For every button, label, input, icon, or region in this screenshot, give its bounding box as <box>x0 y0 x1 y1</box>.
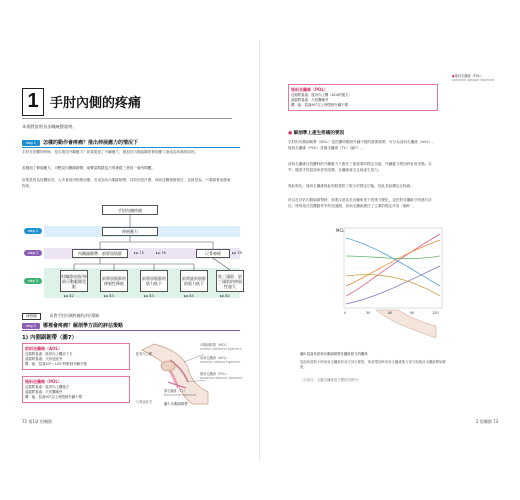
pol-origin-left: 近端附著處：肱骨內上髁後方 <box>25 385 70 389</box>
right-paragraph-2: 前斜走纖維在投擲時的外翻應力下擔任了最重要的穩定功能，外翻應力增加時容易受傷。另外，隨著手肘屈曲角度的改變，各纖維會交互地產生張力。 <box>288 162 432 172</box>
flow-step3-ref-3: ▸p.83 <box>144 294 154 298</box>
step1-title: 怎樣的動作會疼痛？推出伸展應力的情況下 <box>43 140 139 146</box>
pol-insertion-right: 遠端附著處：尺骨鷹嘴突 <box>291 98 329 102</box>
aol-function: 機 能：屈曲20°～120°時限制外翻不穩 <box>25 362 87 366</box>
step1-badge: step 1 <box>22 140 40 146</box>
step1-paragraph-2: 若施加了伸展應力，可想見內側副韌帶、前臂屈肌群及尺骨神經三者其一會有問題。 <box>22 166 155 170</box>
flowchart-caption: 針對手肘內側疼痛的評估策略 <box>50 313 100 318</box>
pol-heading-left: 後斜走纖維（POL） <box>25 379 62 384</box>
flow-step2-ref-1: ▸p.73 <box>134 251 144 255</box>
flow-step3-label: step 3 <box>24 278 42 284</box>
chapter-title: 手肘內側的疼痛 <box>50 96 142 111</box>
graph-y-label: MCL <box>336 228 345 233</box>
step2-header <box>22 321 240 330</box>
aol-origin: 近端附著處：肱骨內上髁前下方 <box>25 352 73 356</box>
graph-elbow-sketch <box>376 310 439 338</box>
fig8-note: 屈曲角度較小時前斜走纖維的前方部分緊張，角度增加時前斜走纖維後方部分與後斜走纖維開始緊張。 <box>300 360 446 369</box>
fig7-label-aol: 前斜走纖維（AOL） anterior oblique ligament <box>200 356 241 365</box>
flow-step3-box-5: 肌二頭肌．肌三頭肌的伸展性過大 <box>216 270 244 292</box>
left-folio: 72 第1章 肘關節 <box>22 419 53 424</box>
flow-step2-ref-2: ▸p.76 <box>156 251 166 255</box>
heading-bullet: ● <box>288 131 294 136</box>
flow-connectors <box>0 0 260 320</box>
right-folio: 2 肘關節 73 <box>476 419 499 424</box>
pol-heading-right: 後斜走纖維（POL） <box>291 87 328 92</box>
flow-step3-ref-4: ▸p.84 <box>184 294 194 298</box>
step2-badge: step 2 <box>22 323 40 329</box>
fig8-source: （引用自：文獻各纖維張力變化的研究） <box>300 378 362 382</box>
fig7-label-epicondyle: 肱骨內上髁 <box>136 352 152 356</box>
flow-step3-ref-2: ▸p.83 <box>104 294 114 298</box>
flow-step3-box-1: 肘關節屈曲/伸展可動範圍受限 <box>60 270 88 292</box>
aol-heading: 前斜走纖維（AOL） <box>25 346 63 351</box>
flow-step2-box-2: 尺骨神經 <box>196 249 230 258</box>
fig8-caption: 圖8 屈曲角度與內側副韌帶各纖維張力的關係 <box>300 352 368 356</box>
pol-function-right: 機 能：屈曲90°以上時限制外翻不穩 <box>291 103 348 107</box>
aol-info-box <box>22 343 130 370</box>
graph-x-tick-2: 60 <box>388 311 393 315</box>
fig7-label-coronoid: 尺骨冠狀突 <box>136 400 152 404</box>
graph-x-tick-1: 30 <box>366 311 371 315</box>
mcl-subheading: 1) 內側副韌帶（圖7） <box>22 335 77 341</box>
flow-step2-ref-3: ▸p.78 <box>232 251 242 255</box>
side-note-subtitle: posterior oblique ligament <box>452 78 495 83</box>
graph-x-tick-0: 0 <box>344 311 347 315</box>
flow-step3-box-3: 前臂屈肌群的肌力低下 <box>140 270 168 292</box>
side-note <box>452 74 508 83</box>
flow-step1-label: step 1 <box>24 228 42 234</box>
step2-title: 哪裡會疼痛？解剖學方面的評估策略 <box>43 323 124 329</box>
fig7-label-mcl: 內側副韌帶（MCL） medial collateral ligament <box>200 343 242 352</box>
side-note-marker: ● <box>452 74 455 78</box>
right-paragraph-1: 手肘的內側副韌帶（MCL）是投擲時限制外翻不穩的重要韌帶，可分為前斜走纖維（AOL）、後斜走纖維（POL）及橫走纖維（TL）（圖7）。 <box>288 140 436 150</box>
flow-step3-ref-5: ▸p.84 <box>220 294 230 298</box>
pol-info-box-right <box>288 84 438 111</box>
right-paragraph-4: 所以在評估內側副韌帶時，需要注意其在各種角度下的張力變化，並針對各纖維分別進行評估。特別是在投擲動作中的加速期，前斜走纖維擔任了主要的穩定作用（圖8）。 <box>288 198 432 208</box>
aol-insertion: 遠端附著處：尺骨冠狀突 <box>25 357 63 361</box>
chapter-number: 1 <box>22 88 44 116</box>
fig7-label-pol: 後斜走纖維（POL） posterior oblique ligament <box>200 372 243 381</box>
flow-step3-ref-1: ▸p.82 <box>64 294 74 298</box>
right-section-heading: ● 解剖學上產生疼痛的要因 <box>288 131 345 136</box>
flow-step1-box: 伸展應力 <box>102 227 158 236</box>
pol-info-box-left <box>22 376 130 403</box>
fiber-tension-graph <box>336 226 446 344</box>
pol-function-left: 機 能：屈曲90°以上時限制外翻不穩 <box>25 395 82 399</box>
flowchart-tag: 流程圖 <box>22 313 41 320</box>
pol-origin-right: 近端附著處：肱骨內上髁（AOL的後方） <box>291 93 353 97</box>
flow-step2-box-1: 內側副韌帶．前臂屈肌群 <box>72 249 128 258</box>
right-paragraph-3: 與此相比，後斜走纖維與此相較提供了較少的穩定功能，因此其結構也比較細。 <box>288 184 414 188</box>
graph-x-tick-3: 90 <box>410 311 415 315</box>
intro-text: 本項將說明各步驟統整說明。 <box>22 124 77 129</box>
flow-top-box: 手肘內側疼痛 <box>102 205 158 215</box>
flow-step2-label: step 2 <box>24 250 42 256</box>
side-note-title: 後斜走纖維（POL） <box>454 74 484 78</box>
step1-paragraph-3: 如果是因為投擲狀況，大多會採用物理治療，若成為負內側副韌帶，其原因是什麼，與前述關係最相近，也就是說，只要順著這個流程來。 <box>22 178 231 188</box>
pol-insertion-left: 遠端附著處：尺骨鷹嘴突 <box>25 390 63 394</box>
flow-step3-box-2: 前臂屈肌群的伸展性降低 <box>100 270 128 292</box>
fig7-caption: 圖7 內側副韌帶 <box>164 402 188 406</box>
flow-step3-box-4: 前臂旋前肌群的肌力低下 <box>180 270 208 292</box>
step2-rule <box>22 330 240 331</box>
step1-paragraph-1: 手肘在投擲的時候，是否施加外翻應力？如果施加了外翻應力，施加於內側結構的伸展應力會成為疼痛的原因。 <box>22 150 199 154</box>
graph-x-tick-4: 120 <box>432 311 439 315</box>
fig7-label-tl: 橫走纖維（TL） transverse ligament <box>164 389 197 398</box>
